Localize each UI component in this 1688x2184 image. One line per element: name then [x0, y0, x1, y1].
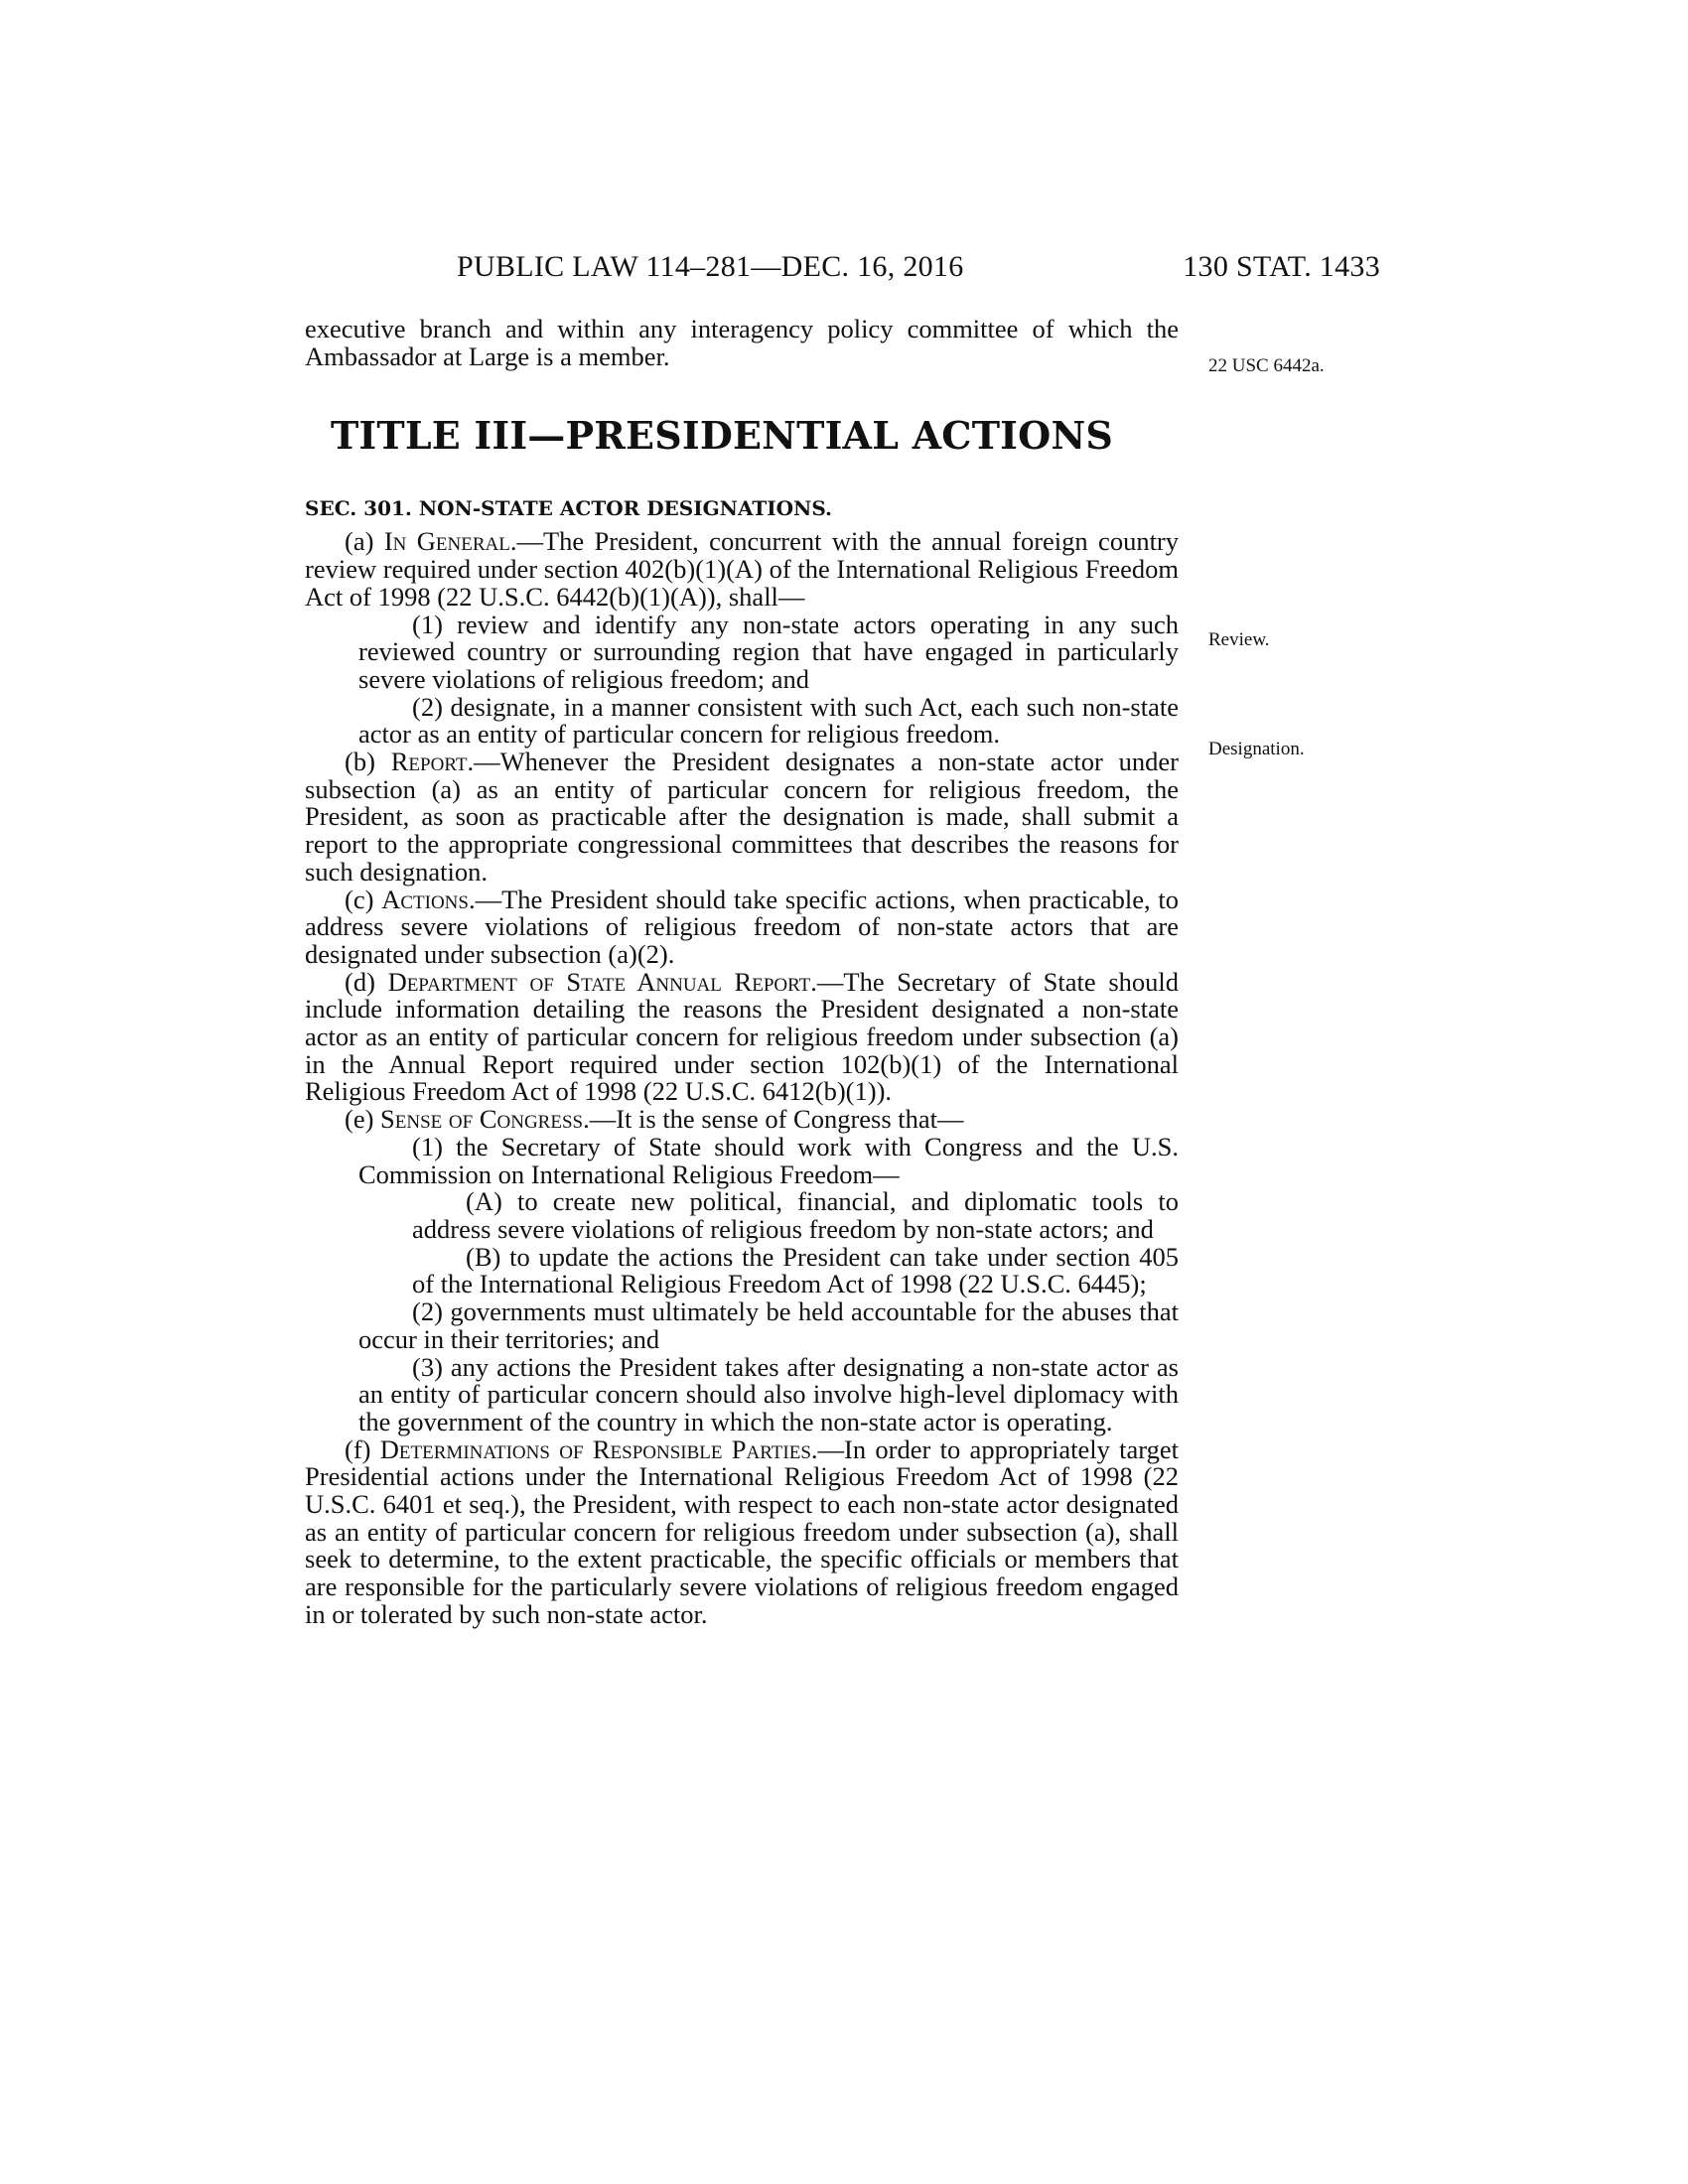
- margin-note-designation: Designation.: [1208, 739, 1305, 759]
- subsection-b-label: (b): [345, 747, 391, 777]
- subsection-b-heading: Report: [390, 747, 468, 777]
- subsection-e-paragraph-2: (2) governments must ultimately be held accountable for the abuses that occur in their territories; and: [358, 1297, 1179, 1354]
- statute-citation: 130 STAT. 1433: [1183, 250, 1380, 283]
- subsection-e-label: (e): [345, 1104, 381, 1135]
- subsection-e-text: .—It is the sense of Congress that—: [583, 1104, 964, 1135]
- subsection-e-paragraph-3: (3) any actions the President takes after designating a non-state actor as an entity of particular concern should also involve high-level diplomacy with the government of the country in which the non-state actor is operating.: [358, 1351, 1179, 1436]
- subsection-f: [305, 1433, 1179, 1629]
- subsection-d: [305, 966, 1179, 1107]
- subsection-d-text: .—The Secretary of State should include information detailing the reasons the President designated a non-state actor as an entity of particular concern for religious freedom under subsection (a) in the Annual Report required under section 102(b)(1) of the International Religious Freedom Act of 1998 (22 U.S.C. 6412(b)(1)).: [305, 966, 1179, 1107]
- subsection-e-heading: Sense of Congress: [380, 1104, 584, 1135]
- subsection-c-label: (c): [345, 884, 382, 914]
- running-header: [298, 250, 1380, 290]
- subsection-e: [305, 1106, 1179, 1134]
- subsection-b-text: .—Whenever the President designates a non-state actor under subsection (a) as an entity of particular concern for religious freedom, the President, as soon as practicable after the designation is made, shall submit a report to the appropriate congressional committees that describes the reasons for such designation.: [305, 747, 1179, 887]
- margin-note-review: Review.: [1208, 629, 1270, 650]
- law-title: PUBLIC LAW 114–281—DEC. 16, 2016: [457, 250, 964, 283]
- subsection-c-heading: Actions: [381, 884, 469, 914]
- subsection-e-subparagraph-b: (B) to update the actions the President can take under section 405 of the International Religious Freedom Act of 1998 (22 U.S.C. 6445);: [412, 1241, 1179, 1299]
- subsection-a: [305, 528, 1179, 611]
- intro-paragraph: executive branch and within any interagency policy committee of which the Ambassador at Large is a member.: [305, 314, 1179, 371]
- subsection-f-heading: Determinations of Responsible Parties: [379, 1433, 811, 1464]
- subsection-a-text: .—The President, concurrent with the annual foreign country review required under section 402(b)(1)(A) of the International Religious Freedom Act of 1998 (22 U.S.C. 6442(b)(1)(A)), shall—: [305, 526, 1180, 612]
- subsection-f-label: (f): [345, 1433, 380, 1464]
- subsection-a-label: (a): [345, 526, 384, 557]
- subsection-e-paragraph-1: (1) the Secretary of State should work with Congress and the U.S. Commission on International Religious Freedom—: [358, 1131, 1179, 1189]
- margin-note-usc: 22 USC 6442a.: [1208, 355, 1325, 376]
- body-text: [305, 316, 1179, 1629]
- subsection-a-heading: In General: [383, 526, 510, 557]
- subsection-f-text: .—In order to appropriately target Presidential actions under the International Religious Freedom Act of 1998 (22 U.S.C. 6401 et seq.), the President, with respect to each non-state actor designated as an entity of particular concern for religious freedom under subsection (a), shall seek to determine, to the extent practicable, the specific officials or members that are responsible for the particularly severe violations of religious freedom engaged in or tolerated by such non-state actor.: [305, 1433, 1179, 1629]
- subsection-a-paragraph-1: (1) review and identify any non-state actors operating in any such reviewed country or surrounding region that have engaged in particularly severe violations of religious freedom; and: [358, 609, 1179, 694]
- subsection-b: [305, 749, 1179, 887]
- subsection-e-subparagraph-a: (A) to create new political, financial, and diplomatic tools to address severe violations of religious freedom by non-state actors; and: [412, 1186, 1179, 1244]
- subsection-d-label: (d): [345, 966, 388, 997]
- subsection-c: [305, 884, 1179, 969]
- subsection-a-paragraph-2: (2) designate, in a manner consistent with such Act, each such non-state actor as an entity of particular concern for religious freedom.: [358, 691, 1179, 750]
- title-heading: TITLE III—PRESIDENTIAL ACTIONS: [330, 413, 1114, 459]
- subsection-c-text: .—The President should take specific actions, when practicable, to address severe violations of religious freedom of non-state actors that are designated under subsection (a)(2).: [305, 884, 1179, 969]
- subsection-d-heading: Department of State Annual Report: [387, 966, 811, 997]
- section-heading: SEC. 301. NON-STATE ACTOR DESIGNATIONS.: [305, 496, 833, 521]
